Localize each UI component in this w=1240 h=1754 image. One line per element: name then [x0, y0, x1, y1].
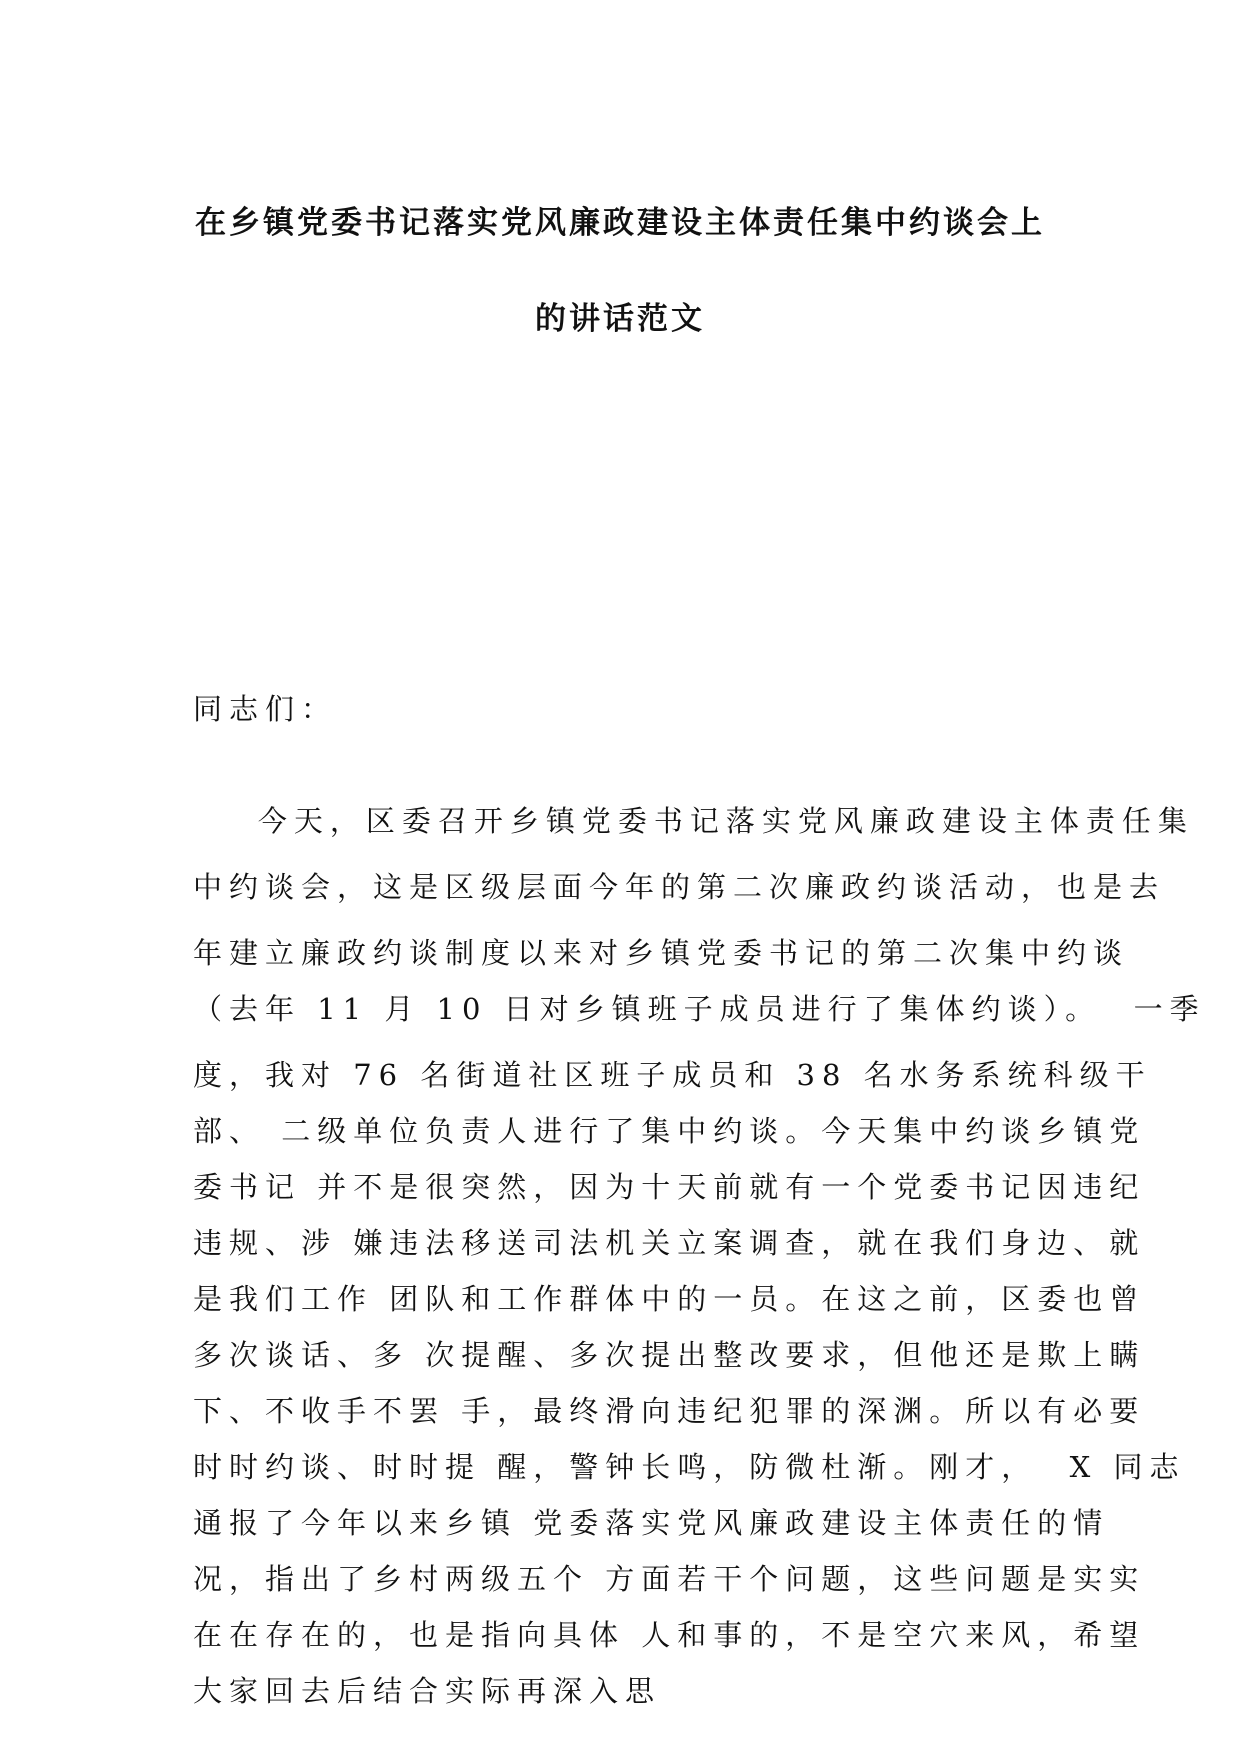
- paragraph-line: 大家回去后结合实际再深入思: [193, 1674, 662, 1708]
- paragraph-line: 年建立廉政约谈制度以来对乡镇党委书记的第二次集中约谈: [193, 936, 1130, 970]
- paragraph-line: 时时约谈、时时提 醒，警钟长鸣，防微杜渐。刚才， X 同志: [193, 1450, 1186, 1484]
- paragraph-line: 通报了今年以来乡镇 党委落实党风廉政建设主体责任的情: [193, 1506, 1110, 1540]
- document-title-line-1: 在乡镇党委书记落实党风廉政建设主体责任集中约谈会上: [195, 205, 1045, 241]
- paragraph-line: 况，指出了乡村两级五个 方面若干个问题，这些问题是实实: [193, 1562, 1146, 1596]
- paragraph-line: 部、 二级单位负责人进行了集中约谈。今天集中约谈乡镇党: [193, 1114, 1146, 1148]
- salutation: 同志们：: [193, 692, 338, 726]
- paragraph-line: 是我们工作 团队和工作群体中的一员。在这之前，区委也曾: [193, 1282, 1146, 1316]
- paragraph-line: 在在存在的，也是指向具体 人和事的，不是空穴来风，希望: [193, 1618, 1146, 1652]
- paragraph-line: 下、不收手不罢 手，最终滑向违纪犯罪的深渊。所以有必要: [193, 1394, 1146, 1428]
- document-title-line-2: 的讲话范文: [535, 301, 705, 337]
- paragraph-line: 中约谈会，这是区级层面今年的第二次廉政约谈活动，也是去: [193, 870, 1166, 904]
- paragraph-line: 度，我对 76 名街道社区班子成员和 38 名水务系统科级干: [193, 1058, 1152, 1092]
- paragraph-line: （去年 11 月 10 日对乡镇班子成员进行了集体约谈）。 一季: [193, 992, 1206, 1026]
- paragraph-line: 今天，区委召开乡镇党委书记落实党风廉政建设主体责任集: [193, 804, 1194, 838]
- paragraph-line: 违规、涉 嫌违法移送司法机关立案调查，就在我们身边、就: [193, 1226, 1146, 1260]
- paragraph-line: 委书记 并不是很突然，因为十天前就有一个党委书记因违纪: [193, 1170, 1146, 1204]
- paragraph-line: 多次谈话、多 次提醒、多次提出整改要求，但他还是欺上瞒: [193, 1338, 1146, 1372]
